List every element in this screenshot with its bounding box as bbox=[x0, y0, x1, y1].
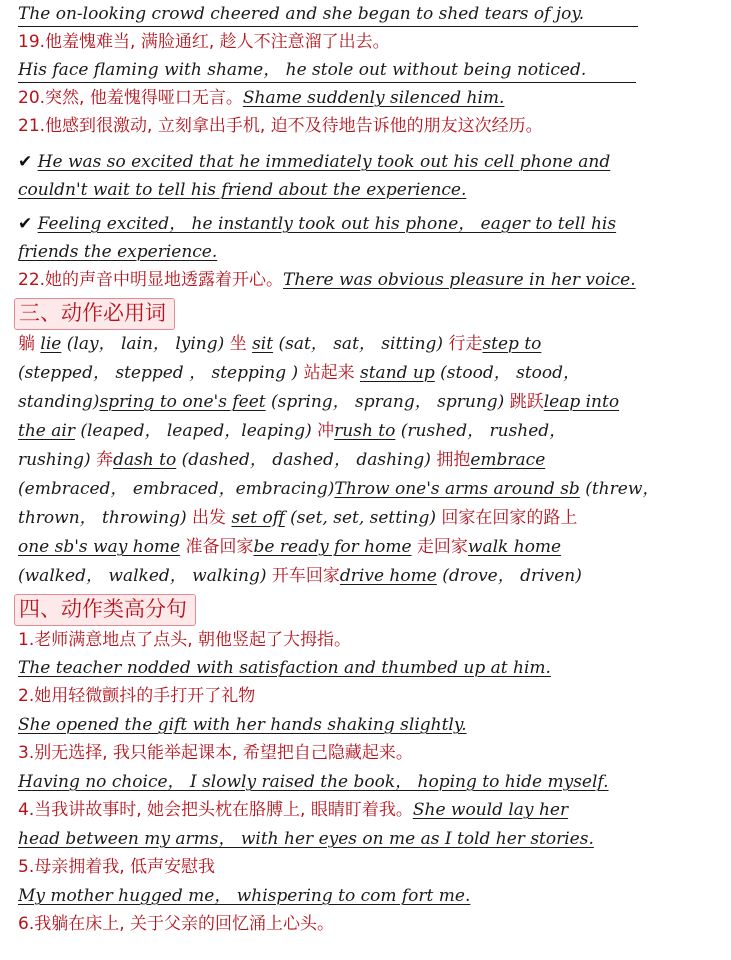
text: Feeling excited， he instantly took out his phone， eager to tell his bbox=[37, 214, 617, 234]
en-phrase: the air bbox=[18, 421, 75, 441]
en-forms: (walked， walked， walking) bbox=[18, 566, 272, 586]
cn-text: 跳跃 bbox=[509, 392, 544, 412]
en-forms: (rushed， rushed， bbox=[395, 421, 567, 441]
en-phrase: leap into bbox=[543, 392, 620, 412]
check-icon: ✔ bbox=[18, 214, 33, 234]
vocab-line bbox=[18, 506, 721, 530]
en-phrase: one sb's way home bbox=[18, 537, 181, 557]
sentence-line-mixed bbox=[18, 86, 721, 110]
vocab-line bbox=[18, 332, 721, 356]
en-phrase: Throw one's arms around sb bbox=[334, 479, 580, 499]
en-text: There was obvious pleasure in her voice. bbox=[283, 270, 636, 290]
sentence-line-mixed bbox=[18, 268, 721, 292]
cn-text: 出发 bbox=[192, 508, 232, 528]
vocab-line bbox=[18, 564, 721, 588]
sentence-line-en bbox=[18, 713, 721, 737]
sentence-line-en bbox=[18, 656, 721, 680]
sentence-line-en bbox=[18, 58, 636, 83]
vocab-line bbox=[18, 448, 721, 472]
en-text: She would lay her bbox=[412, 800, 569, 820]
cn-text: 20.突然, 他羞愧得哑口无言。 bbox=[18, 88, 243, 108]
sentence-line-en bbox=[18, 178, 721, 202]
vocab-line bbox=[18, 361, 721, 385]
sentence-line-cn bbox=[18, 855, 721, 879]
sentence-line-en bbox=[18, 827, 721, 851]
en-phrase: stand up bbox=[360, 363, 435, 383]
en-phrase: sit bbox=[252, 334, 274, 354]
en-phrase: walk home bbox=[467, 537, 562, 557]
cn-text: 走回家 bbox=[411, 537, 468, 557]
en-forms: (embraced， embraced，embracing) bbox=[18, 479, 335, 499]
sentence-line-en bbox=[18, 2, 638, 27]
en-phrase: spring to one's feet bbox=[99, 392, 266, 412]
text: His face flaming with shame， he stole out without being noticed. bbox=[18, 60, 587, 80]
cn-text: 站起来 bbox=[303, 363, 360, 383]
text: The teacher nodded with satisfaction and thumbed up at him. bbox=[18, 658, 551, 678]
text: couldn't wait to tell his friend about the experience. bbox=[18, 180, 467, 200]
sentence-line-en bbox=[18, 770, 721, 794]
en-phrase: dash to bbox=[113, 450, 177, 470]
sentence-line-cn bbox=[18, 628, 721, 652]
en-forms: (lay， lain， lying) bbox=[61, 334, 230, 354]
sentence-line-cn bbox=[18, 912, 721, 936]
en-phrase: rush to bbox=[334, 421, 396, 441]
sentence-line-en bbox=[18, 212, 721, 236]
text: The on-looking crowd cheered and she began to shed tears of joy. bbox=[18, 4, 585, 24]
en-forms: (threw， bbox=[579, 479, 660, 499]
cn-text: 拥抱 bbox=[436, 450, 471, 470]
en-phrase: be ready for home bbox=[253, 537, 412, 557]
en-phrase: set off bbox=[231, 508, 285, 528]
en-forms: (sat， sat， sitting) bbox=[273, 334, 449, 354]
sentence-line-cn bbox=[18, 741, 721, 765]
text: 6.我躺在床上, 关于父亲的回忆涌上心头。 bbox=[18, 914, 335, 934]
cn-text: 坐 bbox=[229, 334, 253, 354]
cn-text: 冲 bbox=[317, 421, 335, 441]
check-icon: ✔ bbox=[18, 152, 33, 172]
text: 1.老师满意地点了点头, 朝他竖起了大拇指。 bbox=[18, 630, 352, 650]
en-forms: (stepped， stepped ， stepping ) bbox=[18, 363, 304, 383]
sentence-line-en bbox=[18, 884, 721, 908]
cn-text: 开车回家 bbox=[271, 566, 340, 586]
text: My mother hugged me， whispering to com fort me. bbox=[18, 886, 471, 906]
sentence-line-en bbox=[18, 150, 721, 174]
text: He was so excited that he immediately took out his cell phone and bbox=[37, 152, 611, 172]
en-phrase: lie bbox=[40, 334, 62, 354]
cn-text: 行走 bbox=[448, 334, 483, 354]
text: 3.别无选择, 我只能举起课本, 希望把自己隐藏起来。 bbox=[18, 743, 413, 763]
text: Having no choice， I slowly raised the book， hoping to hide myself. bbox=[18, 772, 609, 792]
en-forms: (stood， stood， bbox=[434, 363, 581, 383]
en-text: Shame suddenly silenced him. bbox=[242, 88, 505, 108]
cn-text: 22.她的声音中明显地透露着开心。 bbox=[18, 270, 284, 290]
en-forms: (spring， sprang， sprung) bbox=[265, 392, 510, 412]
cn-text: 躺 bbox=[18, 334, 41, 354]
text: She opened the gift with her hands shaking slightly. bbox=[18, 715, 467, 735]
en-forms: thrown， throwing) bbox=[18, 508, 193, 528]
sentence-line-cn bbox=[18, 30, 721, 54]
sentence-line-en bbox=[18, 240, 721, 264]
en-phrase: drive home bbox=[339, 566, 437, 586]
vocab-line bbox=[18, 419, 721, 443]
vocab-line bbox=[18, 477, 721, 501]
en-forms: standing) bbox=[18, 392, 100, 412]
text: 2.她用轻微颤抖的手打开了礼物 bbox=[18, 686, 256, 706]
sentence-line-cn bbox=[18, 114, 721, 138]
vocab-line bbox=[18, 390, 721, 414]
text: head between my arms， with her eyes on me as I told her stories. bbox=[18, 829, 594, 849]
section-heading: 三、动作必用词 bbox=[14, 298, 175, 330]
text: 21.他感到很激动, 立刻拿出手机, 迫不及待地告诉他的朋友这次经历。 bbox=[18, 116, 543, 136]
vocab-line bbox=[18, 535, 721, 559]
cn-text: 准备回家 bbox=[180, 537, 254, 557]
en-phrase: embrace bbox=[470, 450, 546, 470]
sentence-line-cn bbox=[18, 684, 721, 708]
text: 19.他羞愧难当, 满脸通红, 趁人不注意溜了出去。 bbox=[18, 32, 390, 52]
cn-text: 4.当我讲故事时, 她会把头枕在胳膊上, 眼睛盯着我。 bbox=[18, 800, 413, 820]
en-phrase: step to bbox=[482, 334, 542, 354]
en-forms: (leaped， leaped，leaping) bbox=[74, 421, 318, 441]
cn-text: 奔 bbox=[96, 450, 114, 470]
cn-text: 回家在回家的路上 bbox=[441, 508, 578, 528]
sentence-line-mixed bbox=[18, 798, 721, 822]
en-forms: (set, set, setting) bbox=[284, 508, 442, 528]
en-forms: (dashed， dashed， dashing) bbox=[176, 450, 437, 470]
en-forms: rushing) bbox=[18, 450, 97, 470]
text: 5.母亲拥着我, 低声安慰我 bbox=[18, 857, 216, 877]
section-heading: 四、动作类高分句 bbox=[14, 594, 196, 626]
en-forms: (drove， driven) bbox=[436, 566, 582, 586]
text: friends the experience. bbox=[18, 242, 218, 262]
